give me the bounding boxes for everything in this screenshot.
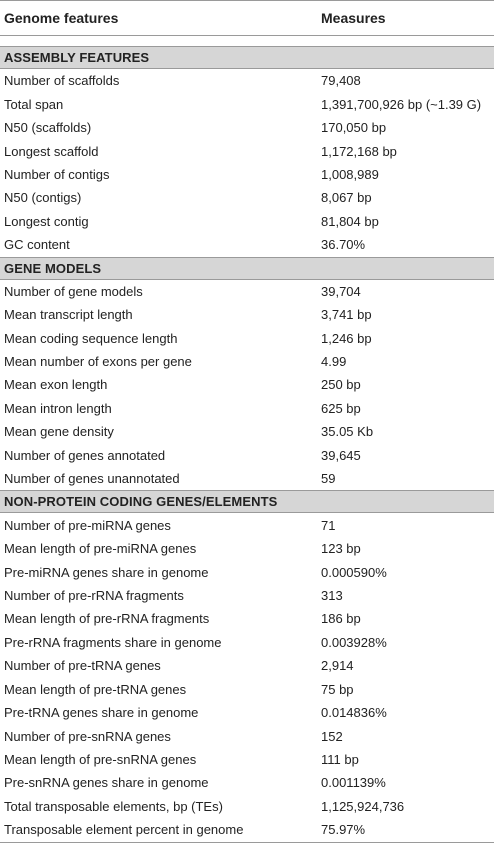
feature-name: Number of genes annotated	[4, 447, 166, 463]
table-body	[0, 46, 494, 843]
column-header-features: Genome features	[4, 10, 119, 26]
feature-measure: 2,914	[321, 658, 354, 674]
section-header: ASSEMBLY FEATURES	[0, 46, 494, 69]
feature-measure: 625 bp	[321, 400, 361, 416]
feature-measure: 1,246 bp	[321, 330, 372, 346]
feature-measure: 3,741 bp	[321, 307, 372, 323]
feature-measure: 0.014836%	[321, 705, 387, 721]
table-row	[0, 607, 494, 630]
feature-measure: 39,704	[321, 283, 361, 299]
table-row	[0, 373, 494, 396]
header-gap	[0, 36, 494, 46]
table-row	[0, 467, 494, 490]
table-row	[0, 654, 494, 677]
table-row	[0, 701, 494, 724]
feature-name: Longest contig	[4, 213, 89, 229]
section-header: GENE MODELS	[0, 257, 494, 280]
feature-measure: 75 bp	[321, 681, 354, 697]
feature-measure: 0.001139%	[321, 775, 386, 791]
feature-measure: 4.99	[321, 354, 347, 370]
feature-measure: 39,645	[321, 447, 361, 463]
table-row	[0, 584, 494, 607]
feature-name: Mean length of pre-snRNA genes	[4, 752, 197, 768]
table-row	[0, 795, 494, 818]
table-row	[0, 233, 494, 256]
table-row	[0, 724, 494, 747]
feature-measure: 1,125,924,736	[321, 798, 405, 814]
feature-measure: 36.70%	[321, 237, 366, 253]
table-row	[0, 444, 494, 467]
feature-name: Total span	[4, 96, 64, 112]
section-header: NON-PROTEIN CODING GENES/ELEMENTS	[0, 490, 494, 513]
feature-name: Pre-snRNA genes share in genome	[4, 775, 209, 791]
feature-measure: 0.003928%	[321, 634, 387, 650]
table-row	[0, 420, 494, 443]
table-row	[0, 116, 494, 139]
table-row	[0, 631, 494, 654]
feature-name: Pre-rRNA fragments share in genome	[4, 634, 222, 650]
table-row	[0, 139, 494, 162]
feature-name: Mean transcript length	[4, 307, 133, 323]
table-row	[0, 92, 494, 115]
column-header-measures: Measures	[321, 10, 386, 26]
feature-name: Mean length of pre-rRNA fragments	[4, 611, 210, 627]
feature-measure: 75.97%	[321, 822, 366, 838]
table-row	[0, 748, 494, 771]
table-row	[0, 186, 494, 209]
feature-name: N50 (scaffolds)	[4, 120, 92, 136]
feature-name: Mean length of pre-tRNA genes	[4, 681, 187, 697]
feature-name: N50 (contigs)	[4, 190, 82, 206]
table-row	[0, 280, 494, 303]
feature-name: Pre-miRNA genes share in genome	[4, 564, 209, 580]
feature-name: Mean gene density	[4, 424, 114, 440]
feature-measure: 313	[321, 587, 343, 603]
feature-measure: 35.05 Kb	[321, 424, 374, 440]
table-row	[0, 350, 494, 373]
table-row	[0, 69, 494, 92]
feature-measure: 123 bp	[321, 541, 361, 557]
table-row	[0, 771, 494, 794]
feature-measure: 152	[321, 728, 343, 744]
feature-name: Number of pre-miRNA genes	[4, 517, 171, 533]
feature-name: Number of contigs	[4, 166, 110, 182]
feature-name: Longest scaffold	[4, 143, 99, 159]
table-row	[0, 326, 494, 349]
feature-name: Mean coding sequence length	[4, 330, 178, 346]
table-row	[0, 303, 494, 326]
table-row	[0, 163, 494, 186]
feature-name: Mean intron length	[4, 400, 112, 416]
feature-measure: 81,804 bp	[321, 213, 379, 229]
feature-name: GC content	[4, 237, 70, 253]
feature-name: Pre-tRNA genes share in genome	[4, 705, 199, 721]
table-row	[0, 818, 494, 842]
feature-measure: 71	[321, 517, 336, 533]
feature-name: Number of pre-snRNA genes	[4, 728, 171, 744]
feature-measure: 0.000590%	[321, 564, 387, 580]
feature-name: Mean exon length	[4, 377, 108, 393]
feature-measure: 8,067 bp	[321, 190, 372, 206]
feature-measure: 59	[321, 471, 336, 487]
feature-measure: 1,172,168 bp	[321, 143, 397, 159]
feature-measure: 1,008,989	[321, 166, 379, 182]
table-row	[0, 678, 494, 701]
feature-measure: 170,050 bp	[321, 120, 387, 136]
feature-name: Number of pre-tRNA genes	[4, 658, 161, 674]
feature-name: Mean number of exons per gene	[4, 354, 192, 370]
table-row	[0, 513, 494, 536]
table-row	[0, 397, 494, 420]
feature-measure: 250 bp	[321, 377, 361, 393]
table-row	[0, 537, 494, 560]
feature-measure: 1,391,700,926 bp (~1.39 G)	[321, 96, 482, 112]
feature-name: Number of scaffolds	[4, 73, 120, 89]
table-header	[0, 0, 494, 36]
feature-name: Number of gene models	[4, 283, 143, 299]
feature-measure: 186 bp	[321, 611, 361, 627]
feature-name: Mean length of pre-miRNA genes	[4, 541, 197, 557]
feature-measure: 79,408	[321, 73, 361, 89]
feature-name: Total transposable elements, bp (TEs)	[4, 798, 223, 814]
table-row	[0, 210, 494, 233]
feature-name: Number of genes unannotated	[4, 471, 180, 487]
feature-name: Transposable element percent in genome	[4, 822, 244, 838]
feature-measure: 111 bp	[321, 752, 359, 768]
feature-name: Number of pre-rRNA fragments	[4, 587, 184, 603]
table-row	[0, 560, 494, 583]
